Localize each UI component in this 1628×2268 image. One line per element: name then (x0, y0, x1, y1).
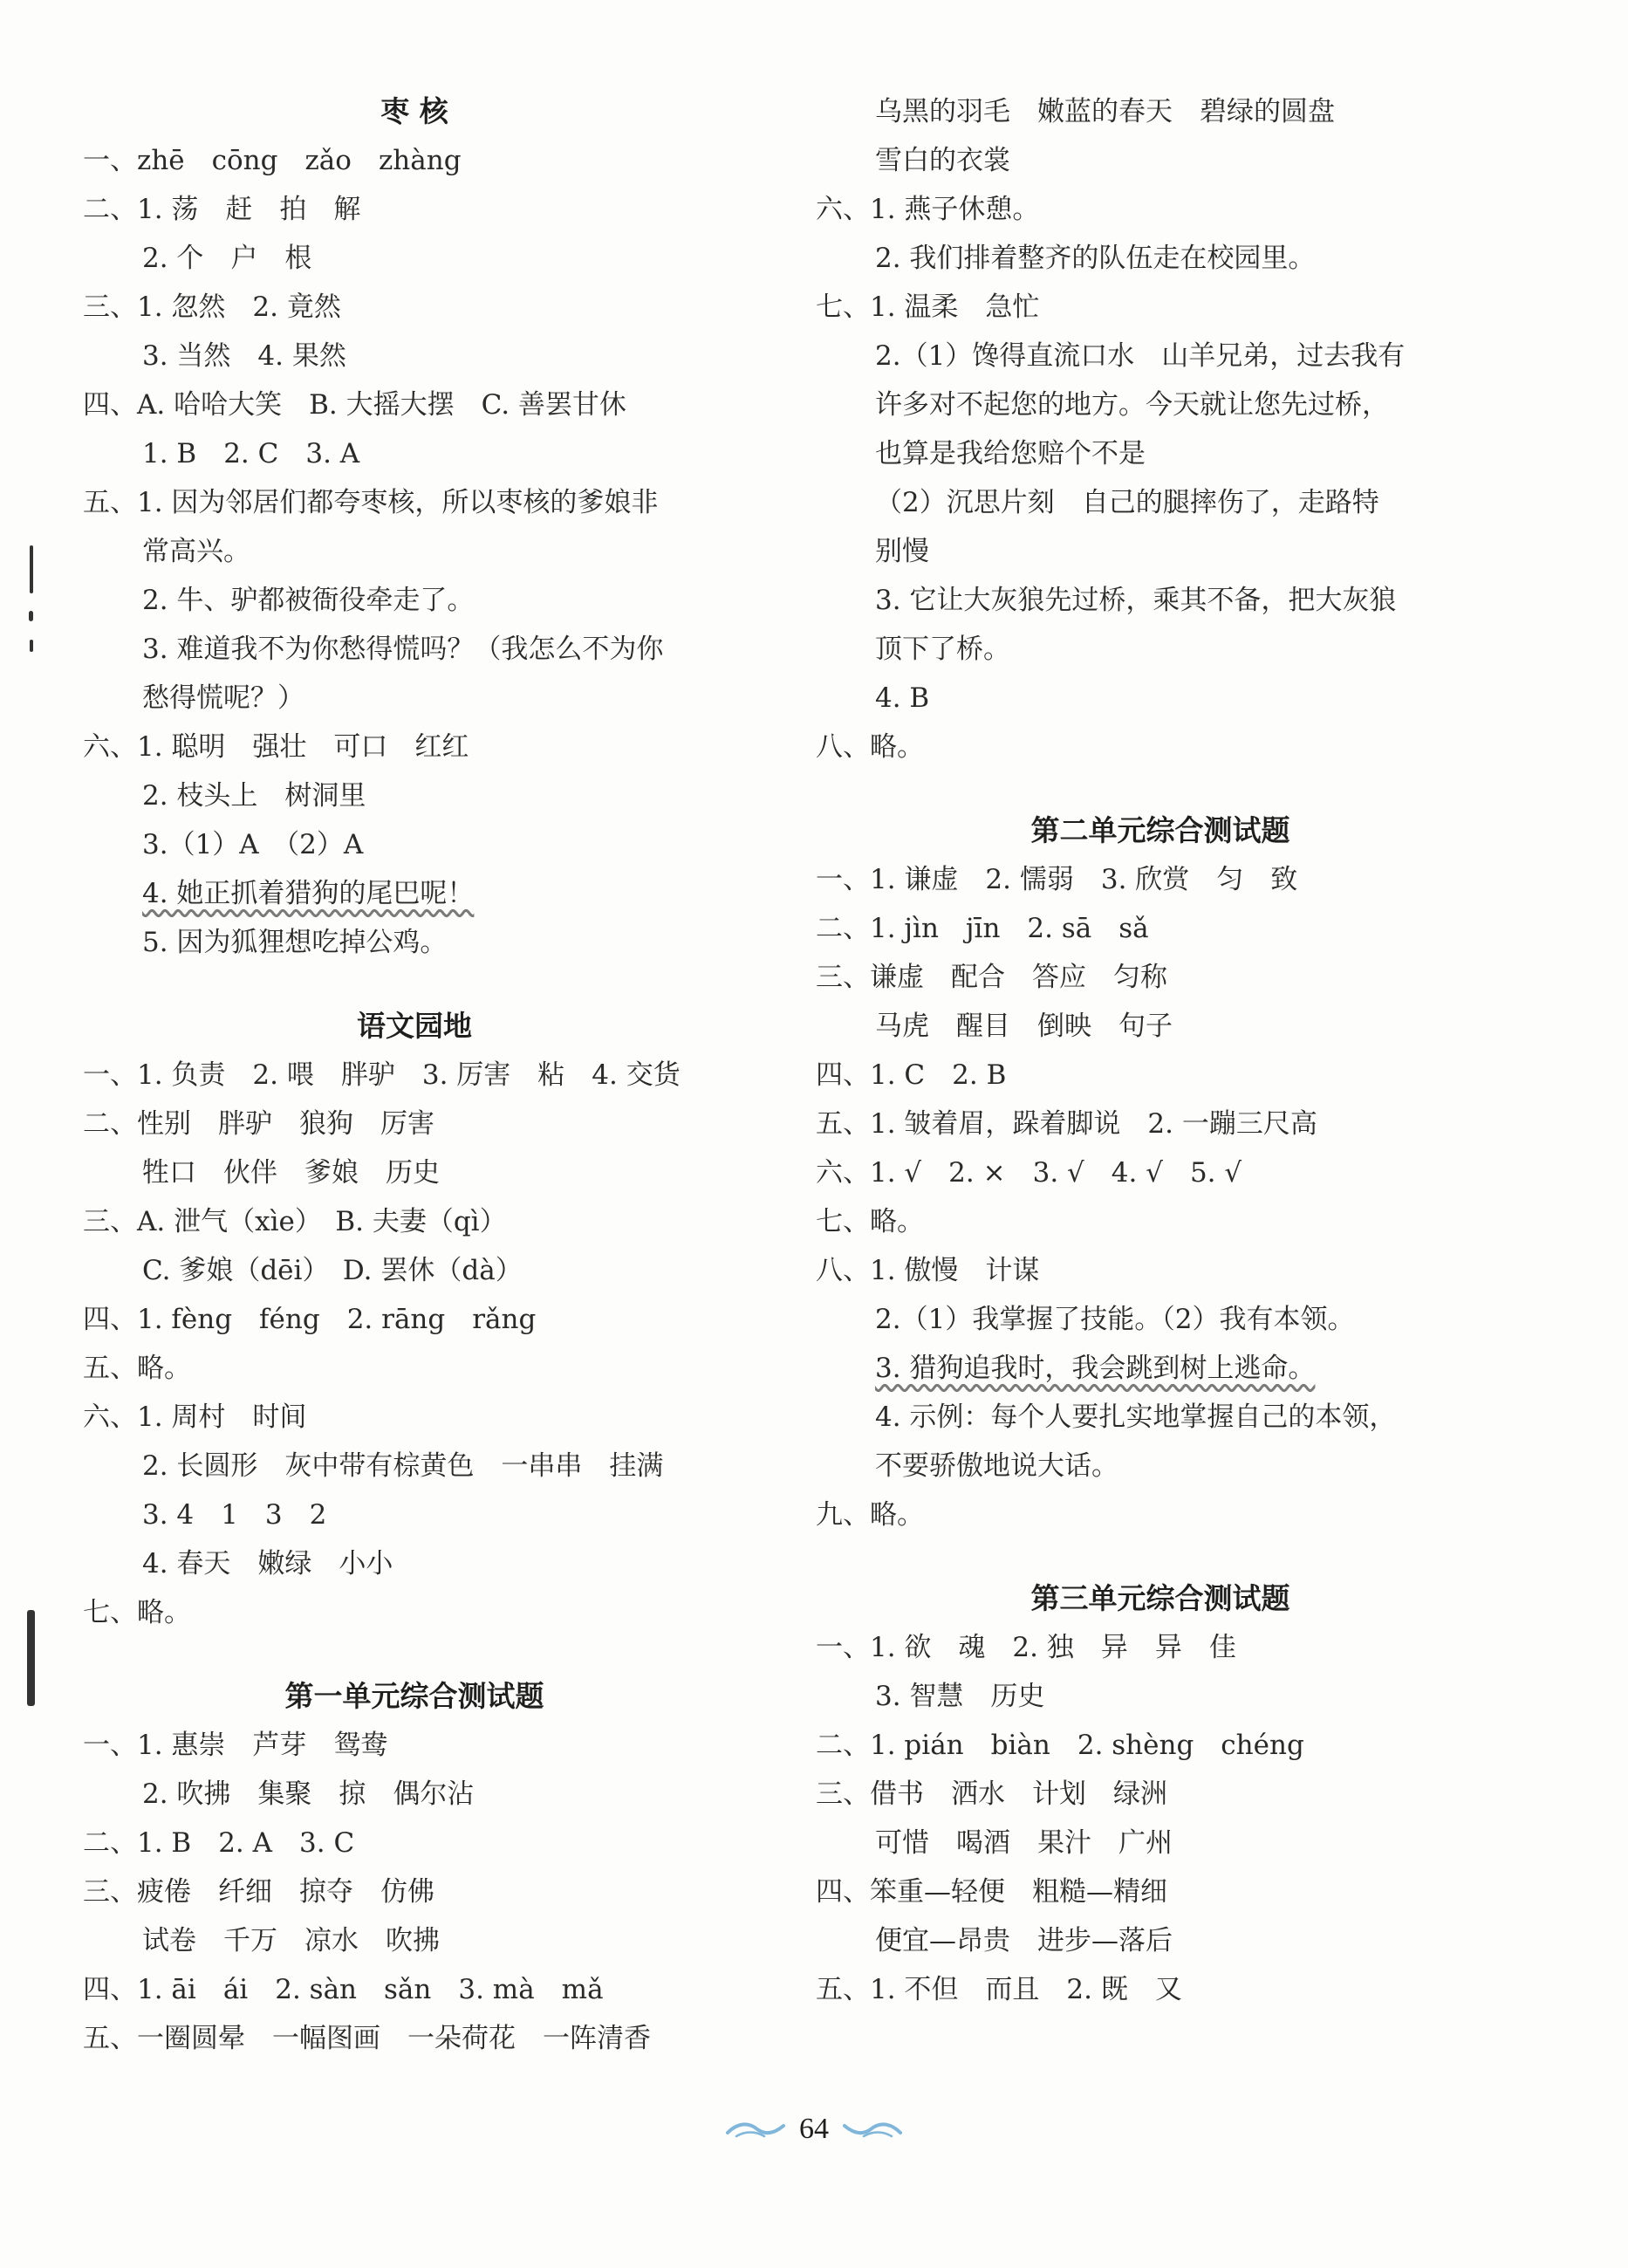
answer-text: 五、略。 (83, 1353, 191, 1384)
answer-line (83, 478, 746, 527)
right-column (816, 87, 1505, 2014)
answer-line (83, 1393, 746, 1442)
answer-text: 愁得慌呢？） (142, 682, 304, 714)
answer-text: 5. 因为狐狸想吃掉公鸡。 (142, 927, 448, 958)
answer-text: 四、1. C 2. B (816, 1059, 1007, 1091)
scan-mark (29, 611, 33, 621)
answer-text: 一、1. 谦虚 2. 懦弱 3. 欣赏 匀 致 (816, 864, 1298, 895)
answer-text: 2.（1）馋得直流口水 山羊兄弟，过去我有 (875, 340, 1406, 372)
section-title: 第一单元综合测试题 (284, 1679, 544, 1713)
answer-line (83, 674, 746, 723)
answer-text: 三、A. 泄气（xìe） B. 夫妻（qì） (83, 1206, 507, 1237)
answer-line (83, 283, 746, 332)
answer-text: 1. B 2. C 3. A (142, 438, 360, 469)
answer-line (83, 1197, 746, 1246)
answer-line (83, 869, 746, 918)
section-title: 枣 核 (380, 94, 448, 128)
page-number: 64 (799, 2113, 829, 2145)
answer-text: 2. 牛、驴都被衙役牵走了。 (142, 585, 475, 616)
answer-text: 四、A. 哈哈大笑 B. 大摇大摆 C. 善罢甘休 (83, 389, 626, 421)
answer-text: 四、笨重—轻便 粗糙—精细 (816, 1876, 1167, 1908)
answer-line (816, 1623, 1505, 1672)
answer-text: 三、疲倦 纤细 掠夺 仿佛 (83, 1876, 434, 1908)
answer-line (816, 1721, 1505, 1770)
answer-line (816, 1002, 1505, 1051)
answer-line (816, 185, 1505, 234)
answer-line (83, 1490, 746, 1539)
answer-text: 七、略。 (83, 1597, 191, 1628)
answer-text: 2. 吹拂 集聚 掠 偶尔沾 (142, 1778, 475, 1810)
answer-line (83, 527, 746, 576)
answer-line (816, 1867, 1505, 1916)
answer-line (83, 380, 746, 429)
answer-text: 别慢 (875, 536, 929, 567)
answer-text: 三、1. 忽然 2. 竟然 (83, 291, 341, 323)
answer-text: 2. 枝头上 树洞里 (142, 780, 366, 812)
answer-line (816, 953, 1505, 1002)
answer-text: 3. 当然 4. 果然 (142, 340, 346, 372)
answer-text: 六、1. √ 2. × 3. √ 4. √ 5. √ (816, 1157, 1242, 1189)
answer-line (816, 1148, 1505, 1197)
answer-text: 3. 4 1 3 2 (142, 1499, 327, 1531)
answer-line (83, 1588, 746, 1637)
answer-line (816, 1100, 1505, 1148)
left-wave-ornament-icon (726, 2119, 787, 2140)
answer-line (816, 1197, 1505, 1246)
answer-line (83, 1442, 746, 1490)
answer-line (83, 1051, 746, 1100)
answer-text: 六、1. 聪明 强壮 可口 红红 (83, 731, 469, 763)
answer-line (83, 2014, 746, 2063)
answer-line (83, 1100, 746, 1148)
answer-text: 六、1. 燕子休憩。 (816, 194, 1040, 225)
answer-text: 二、性别 胖驴 狼狗 厉害 (83, 1108, 434, 1140)
answer-line (816, 380, 1505, 429)
answer-line (816, 283, 1505, 332)
answer-line (83, 1867, 746, 1916)
answer-text: 一、zhē cōng zǎo zhàng (83, 145, 462, 176)
answer-line (83, 1539, 746, 1588)
answer-text: 乌黑的羽毛 嫩蓝的春天 碧绿的圆盘 (875, 96, 1335, 127)
answer-line (83, 332, 746, 380)
answer-line (83, 625, 746, 674)
answer-line (816, 855, 1505, 904)
answer-text: 一、1. 负责 2. 喂 胖驴 3. 厉害 粘 4. 交货 (83, 1059, 681, 1091)
answer-text: 牲口 伙伴 爹娘 历史 (142, 1157, 440, 1189)
answer-line (83, 820, 746, 869)
answer-line (83, 1721, 746, 1770)
answer-text: 四、1. fèng féng 2. rāng rǎng (83, 1304, 537, 1335)
answer-line (83, 771, 746, 820)
answer-text: 许多对不起您的地方。今天就让您先过桥， (875, 389, 1389, 421)
answer-line (816, 1393, 1505, 1442)
answer-text: 2. 长圆形 灰中带有棕黄色 一串串 挂满 (142, 1450, 664, 1482)
answer-line (816, 904, 1505, 953)
answer-line (83, 1916, 746, 1965)
answer-line (83, 136, 746, 185)
page-footer (0, 2103, 1628, 2155)
answer-text: 3.（1）A （2）A (142, 829, 364, 860)
answer-line (83, 234, 746, 283)
answer-line (83, 1819, 746, 1867)
answer-text: 4. 春天 嫩绿 小小 (142, 1548, 393, 1579)
answer-text: 4. B (875, 682, 930, 714)
answer-text: 一、1. 惠崇 芦芽 鸳鸯 (83, 1730, 388, 1761)
answer-text: 五、1. 因为邻居们都夸枣核，所以枣核的爹娘非 (83, 487, 659, 518)
answer-text: 二、1. 荡 赶 拍 解 (83, 194, 361, 225)
scan-mark (30, 545, 33, 593)
answer-text: 五、1. 不但 而且 2. 既 又 (816, 1974, 1182, 2005)
answer-line (83, 429, 746, 478)
answer-line (816, 1916, 1505, 1965)
section-title: 语文园地 (357, 1009, 472, 1043)
answer-text: 一、1. 欲 魂 2. 独 异 异 佳 (816, 1632, 1236, 1663)
answer-line (816, 1344, 1505, 1393)
answer-text: 二、1. B 2. A 3. C (83, 1827, 355, 1859)
answer-text: 4. 她正抓着猎狗的尾巴呢！ (142, 878, 475, 909)
answer-text: 八、略。 (816, 731, 924, 763)
answer-line (83, 185, 746, 234)
answer-text: 三、谦虚 配合 答应 匀称 (816, 962, 1167, 993)
answer-line (816, 723, 1505, 771)
answer-text: 六、1. 周村 时间 (83, 1401, 307, 1433)
scan-mark (30, 640, 33, 652)
answer-text: 可惜 喝酒 果汁 广州 (875, 1827, 1173, 1859)
answer-text: 雪白的衣裳 (875, 145, 1010, 176)
answer-line (816, 1819, 1505, 1867)
answer-line (816, 1672, 1505, 1721)
answer-line (816, 1965, 1505, 2014)
answer-line (816, 527, 1505, 576)
answer-line (816, 674, 1505, 723)
answer-text: 二、1. jìn jīn 2. sā sǎ (816, 913, 1149, 944)
answer-line (83, 576, 746, 625)
answer-text: 顶下了桥。 (875, 634, 1010, 665)
section-title: 第二单元综合测试题 (1030, 813, 1290, 847)
answer-line (816, 136, 1505, 185)
answer-text: 2. 我们排着整齐的队伍走在校园里。 (875, 243, 1316, 274)
answer-text: 2.（1）我掌握了技能。（2）我有本领。 (875, 1304, 1355, 1335)
section-title: 第三单元综合测试题 (1030, 1581, 1290, 1615)
answer-line (816, 576, 1505, 625)
answer-text: 不要骄傲地说大话。 (875, 1450, 1118, 1482)
answer-line (816, 1246, 1505, 1295)
answer-text: 二、1. pián biàn 2. shèng chéng (816, 1730, 1304, 1761)
answer-text: 四、1. āi ái 2. sàn sǎn 3. mà mǎ (83, 1974, 604, 2005)
answer-line (816, 478, 1505, 527)
answer-line (83, 1246, 746, 1295)
answer-line (816, 1442, 1505, 1490)
answer-text: （2）沉思片刻 自己的腿摔伤了，走路特 (875, 487, 1379, 518)
answer-line (83, 1344, 746, 1393)
answer-line (816, 1295, 1505, 1344)
answer-line (816, 625, 1505, 674)
answer-line (83, 1770, 746, 1819)
answer-text: 三、借书 洒水 计划 绿洲 (816, 1778, 1167, 1810)
answer-text: 3. 猎狗追我时，我会跳到树上逃命。 (875, 1353, 1316, 1384)
answer-line (816, 1051, 1505, 1100)
right-wave-ornament-icon (841, 2119, 902, 2140)
answer-line (816, 87, 1505, 136)
answer-text: 五、一圈圆晕 一幅图画 一朵荷花 一阵清香 (83, 2023, 651, 2054)
answer-text: 2. 个 户 根 (142, 243, 312, 274)
answer-line (83, 1295, 746, 1344)
answer-line (816, 332, 1505, 380)
answer-text: 常高兴。 (142, 536, 250, 567)
answer-text: 3. 它让大灰狼先过桥，乘其不备，把大灰狼 (875, 585, 1397, 616)
answer-line (816, 234, 1505, 283)
answer-text: 试卷 千万 凉水 吹拂 (142, 1925, 440, 1956)
answer-text: 马虎 醒目 倒映 句子 (875, 1011, 1173, 1042)
answer-text: 九、略。 (816, 1499, 924, 1531)
answer-text: 便宜—昂贵 进步—落后 (875, 1925, 1173, 1956)
answer-line (83, 1148, 746, 1197)
answer-text: 也算是我给您赔个不是 (875, 438, 1146, 469)
answer-line (816, 429, 1505, 478)
answer-text: 八、1. 傲慢 计谋 (816, 1255, 1040, 1286)
answer-text: 4. 示例：每个人要扎实地掌握自己的本领， (875, 1401, 1397, 1433)
answer-line (816, 1770, 1505, 1819)
scan-mark (27, 1610, 35, 1706)
answer-line (83, 918, 746, 967)
answer-line (83, 1965, 746, 2014)
answer-line (83, 723, 746, 771)
answer-text: 七、略。 (816, 1206, 924, 1237)
answer-text: 五、1. 皱着眉，跺着脚说 2. 一蹦三尺高 (816, 1108, 1317, 1140)
left-column (83, 87, 746, 2063)
answer-text: 3. 智慧 历史 (875, 1681, 1045, 1712)
answer-line (816, 1490, 1505, 1539)
answer-text: C. 爹娘（dēi） D. 罢休（dà） (142, 1255, 523, 1286)
answer-text: 七、1. 温柔 急忙 (816, 291, 1040, 323)
answer-text: 3. 难道我不为你愁得慌吗？（我怎么不为你 (142, 634, 664, 665)
